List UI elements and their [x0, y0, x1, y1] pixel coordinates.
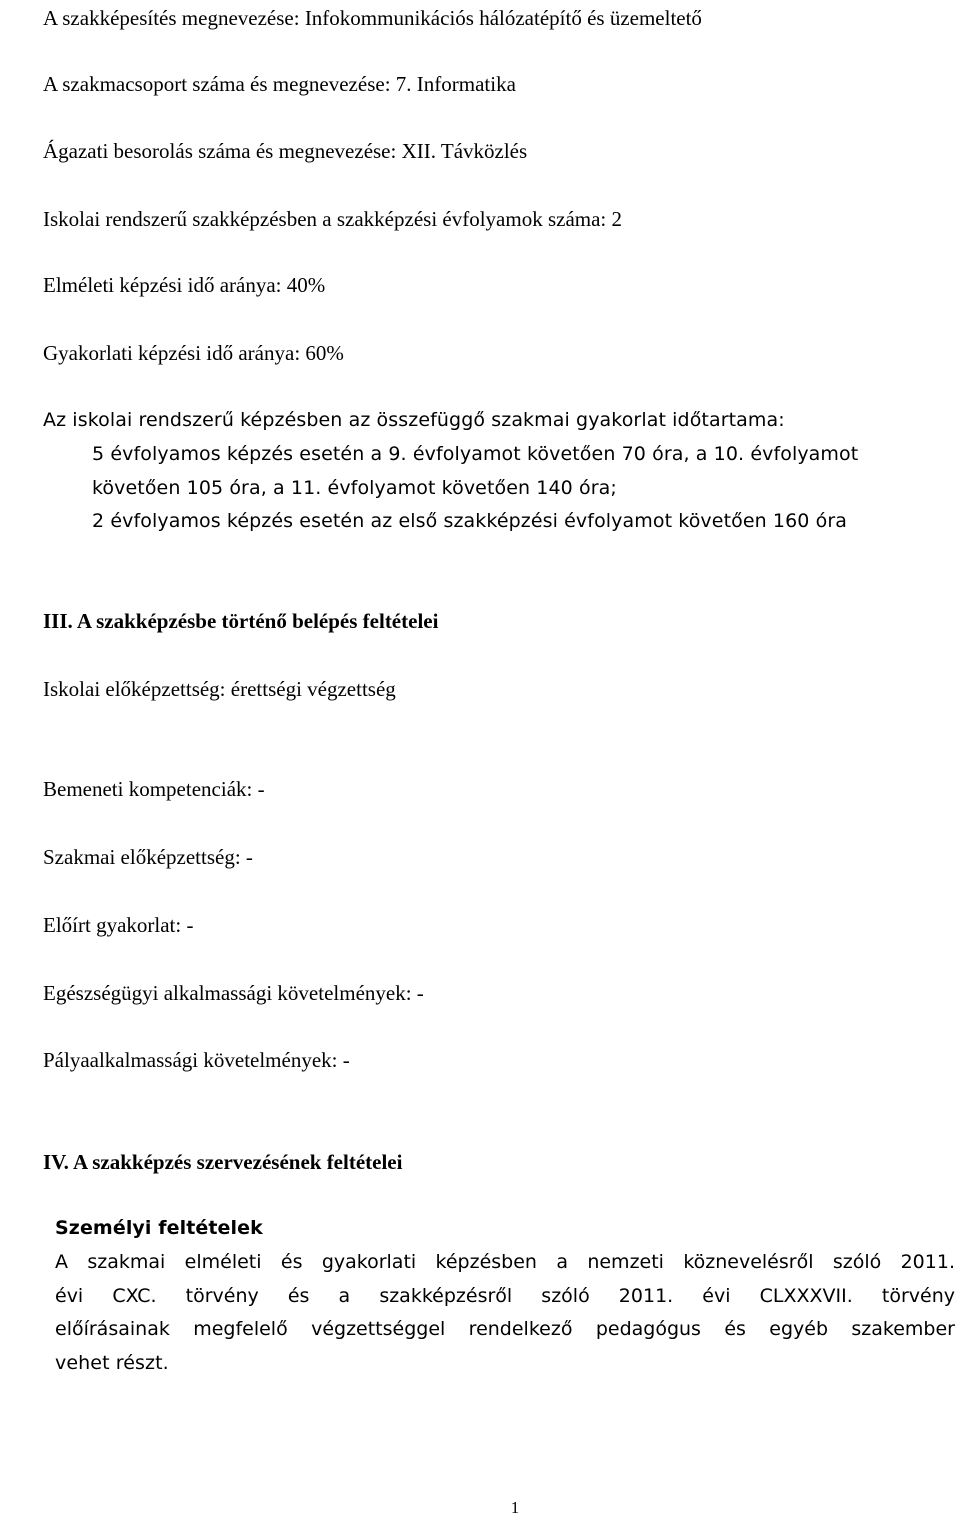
- required-practice: Előírt gyakorlat: -: [43, 913, 194, 937]
- personnel-paragraph-line-4: vehet részt.: [55, 1352, 169, 1374]
- personnel-paragraph-line-3: előírásainak megfelelő végzettséggel rendelkező pedagógus és egyéb szakember: [55, 1318, 955, 1340]
- personnel-requirements-heading: Személyi feltételek: [55, 1217, 263, 1239]
- sector-classification: Ágazati besorolás száma és megnevezése: XII. Távközlés: [43, 139, 528, 163]
- profession-group: A szakmacsoport száma és megnevezése: 7. Informatika: [43, 72, 516, 96]
- qualification-name: A szakképesítés megnevezése: Infokommunikációs hálózatépítő és üzemeltető: [43, 6, 702, 30]
- career-aptitude-requirements: Pályaalkalmassági követelmények: -: [43, 1048, 350, 1072]
- number-of-grades: Iskolai rendszerű szakképzésben a szakképzési évfolyamok száma: 2: [43, 207, 623, 231]
- personnel-paragraph-line-1: A szakmai elméleti és gyakorlati képzésben a nemzeti köznevelésről szóló 2011.: [55, 1251, 955, 1273]
- prior-education: Iskolai előképzettség: érettségi végzettség: [43, 677, 396, 701]
- health-requirements: Egészségügyi alkalmassági követelmények: -: [43, 981, 424, 1005]
- entry-competencies: Bemeneti kompetenciák: -: [43, 777, 265, 801]
- section-4-number: IV.: [43, 1150, 69, 1174]
- practice-duration-line-2: követően 105 óra, a 11. évfolyamot követően 140 óra;: [92, 477, 617, 499]
- section-4-title: A szakképzés szervezésének feltételei: [73, 1150, 403, 1174]
- section-3-heading: III. A szakképzésbe történő belépés feltételei: [43, 609, 439, 633]
- practice-duration-line-3: 2 évfolyamos képzés esetén az első szakképzési évfolyamot követően 160 óra: [92, 510, 847, 532]
- theory-ratio: Elméleti képzési idő aránya: 40%: [43, 273, 326, 297]
- professional-prior-training: Szakmai előképzettség: -: [43, 845, 253, 869]
- practice-ratio: Gyakorlati képzési idő aránya: 60%: [43, 341, 344, 365]
- practice-duration-intro: Az iskolai rendszerű képzésben az összefüggő szakmai gyakorlat időtartama:: [43, 409, 785, 431]
- practice-duration-line-1: 5 évfolyamos képzés esetén a 9. évfolyamot követően 70 óra, a 10. évfolyamot: [92, 443, 859, 465]
- personnel-paragraph-line-2: évi CXC. törvény és a szakképzésről szóló 2011. évi CLXXXVII. törvény: [55, 1285, 955, 1307]
- page-number: 1: [510, 1498, 520, 1517]
